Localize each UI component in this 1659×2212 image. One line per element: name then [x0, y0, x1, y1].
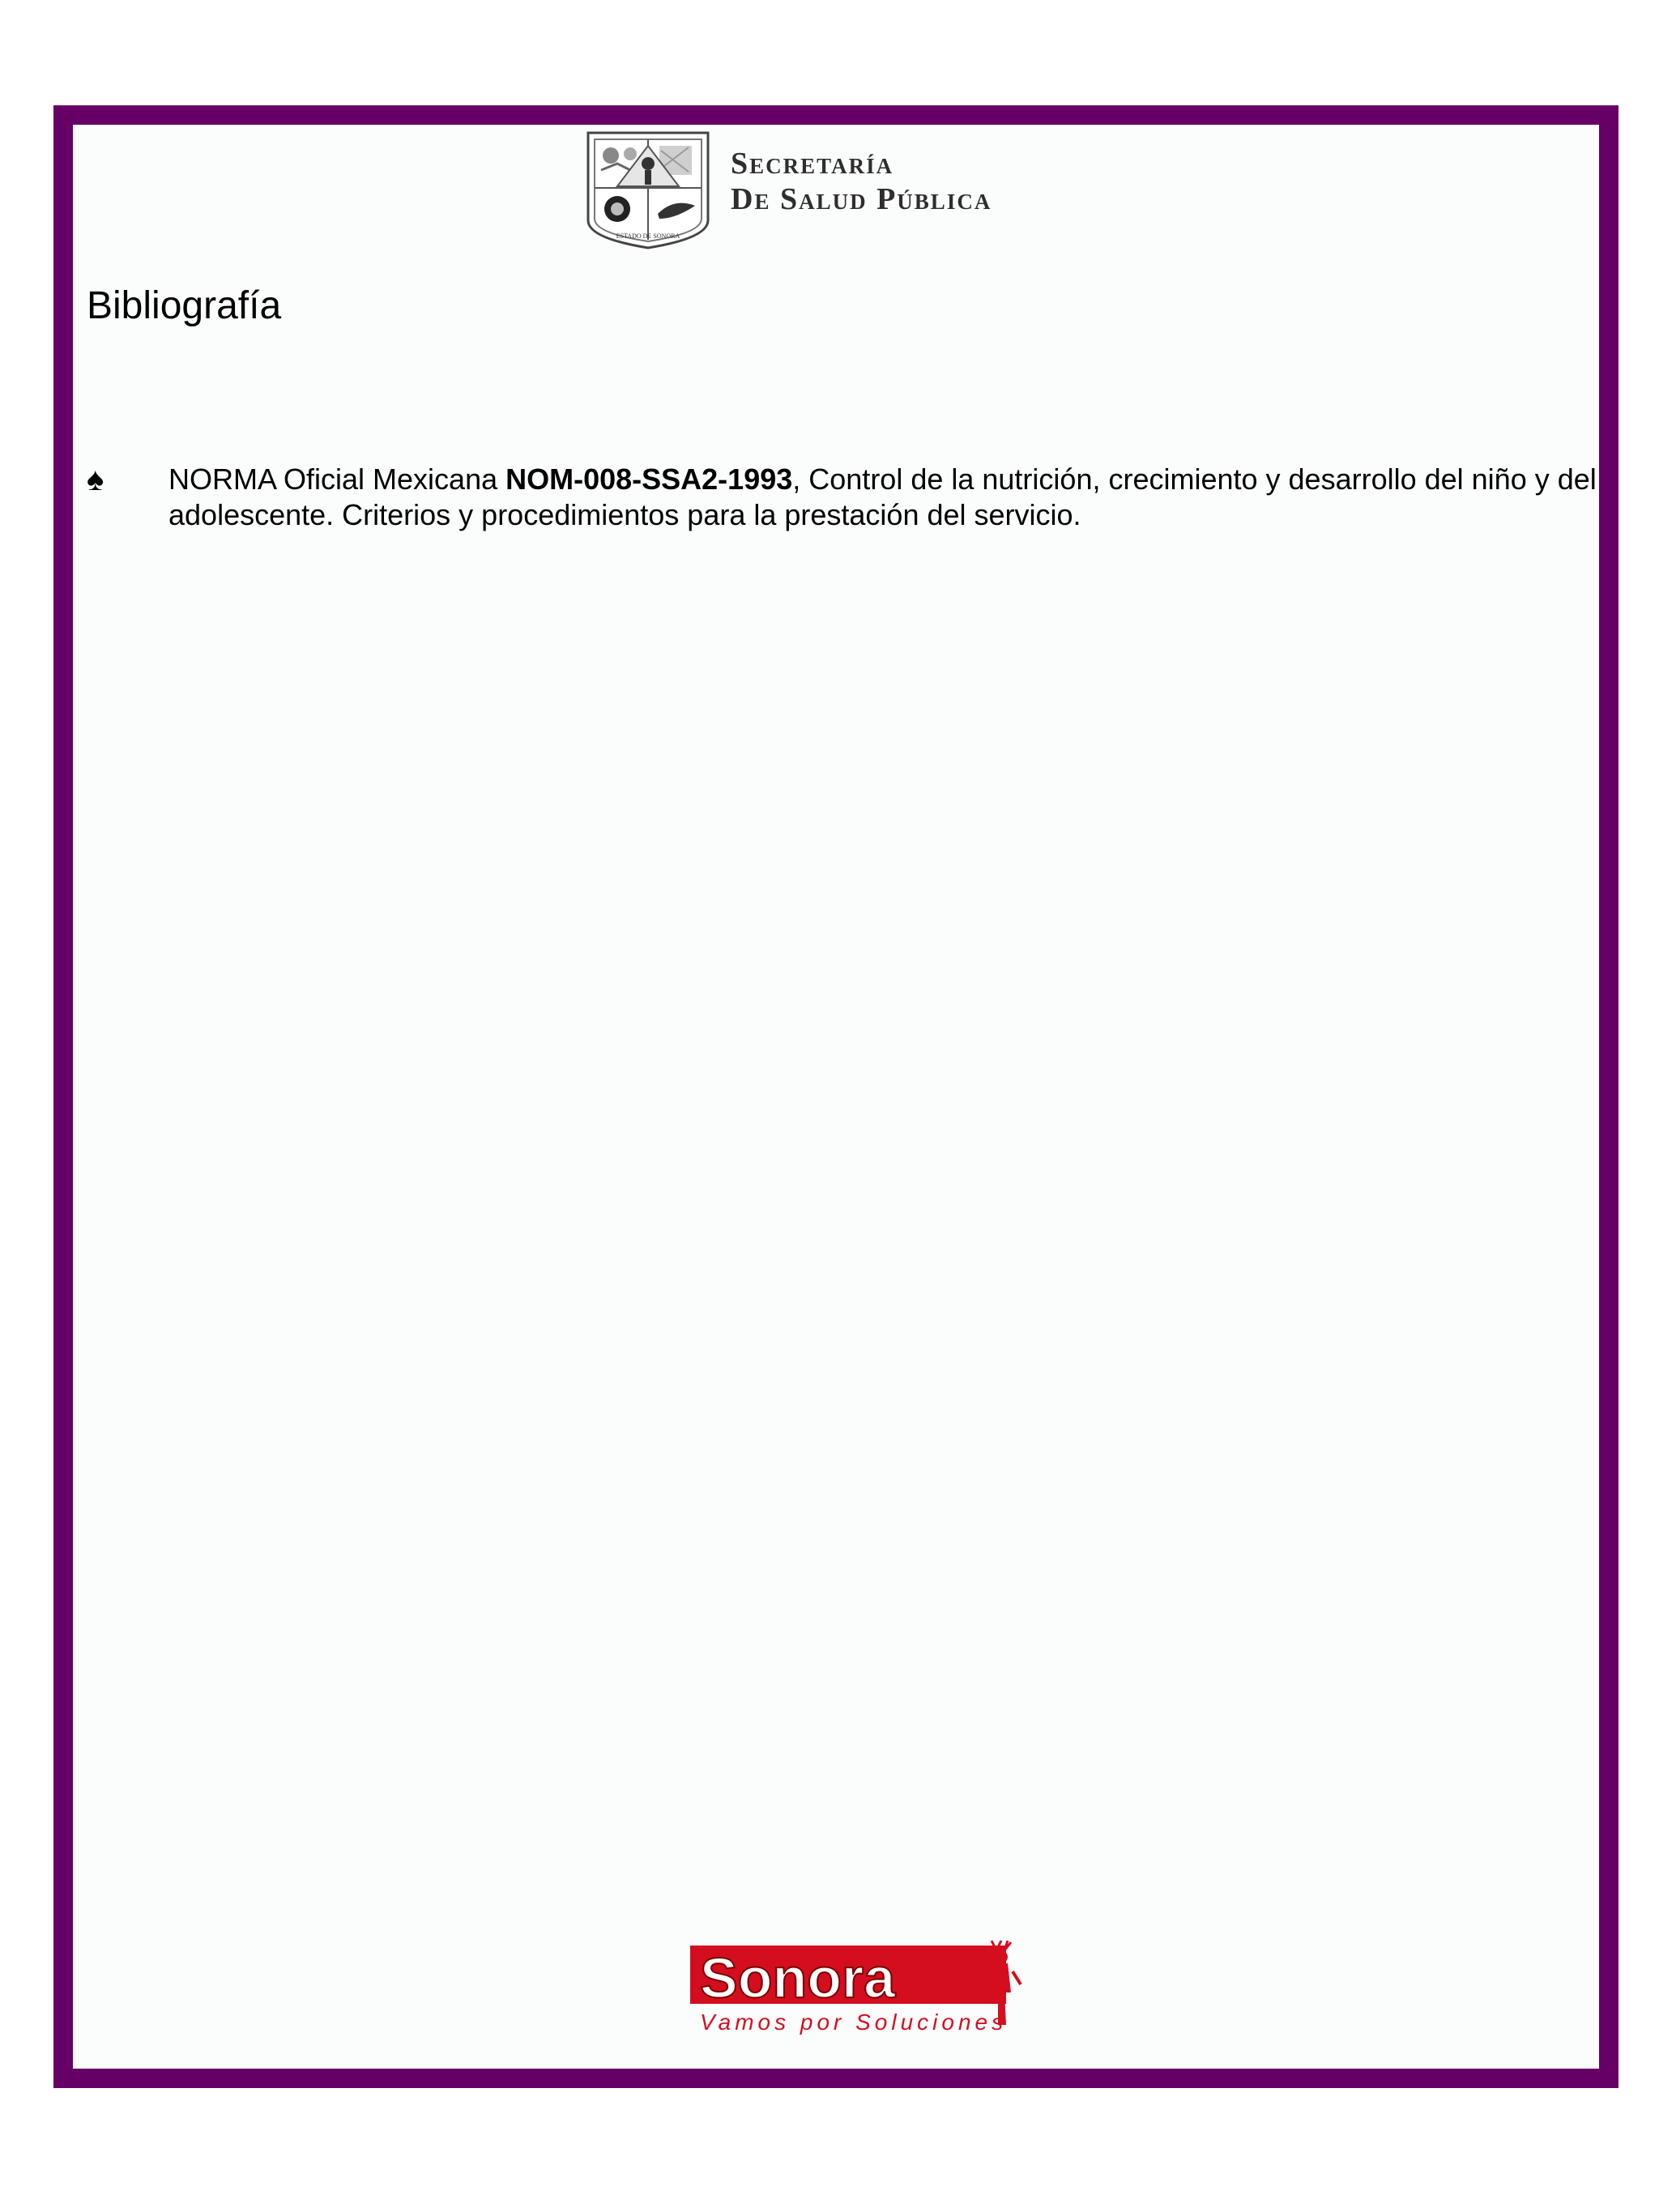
norm-code: NOM-008-SSA2-1993 [505, 462, 793, 496]
page-frame [53, 105, 1618, 2088]
seal-caption: ESTADO DE SONORA [616, 232, 680, 240]
sonora-logo-word: Sonora [700, 1946, 896, 2010]
bibliography-entry [168, 462, 1659, 533]
spade-bullet-icon: ♠ [87, 462, 104, 497]
sonora-logo-slogan: Vamos por Soluciones [700, 2010, 1008, 2035]
ministry-line-2: De Salud Pública [731, 182, 992, 216]
entry-suffix: , Control de la nutrición, crecimiento y desarrollo del niño y del adolescente. Criterios y procedimientos para la prestación del servicio. [168, 462, 1597, 531]
page-title: Bibliografía [87, 284, 282, 327]
ministry-line-1: Secretaría [731, 147, 894, 181]
entry-prefix: NORMA Oficial Mexicana [168, 462, 506, 496]
sonora-logo [690, 1936, 1030, 2037]
state-seal-icon [585, 130, 711, 249]
ministry-name [731, 146, 992, 217]
